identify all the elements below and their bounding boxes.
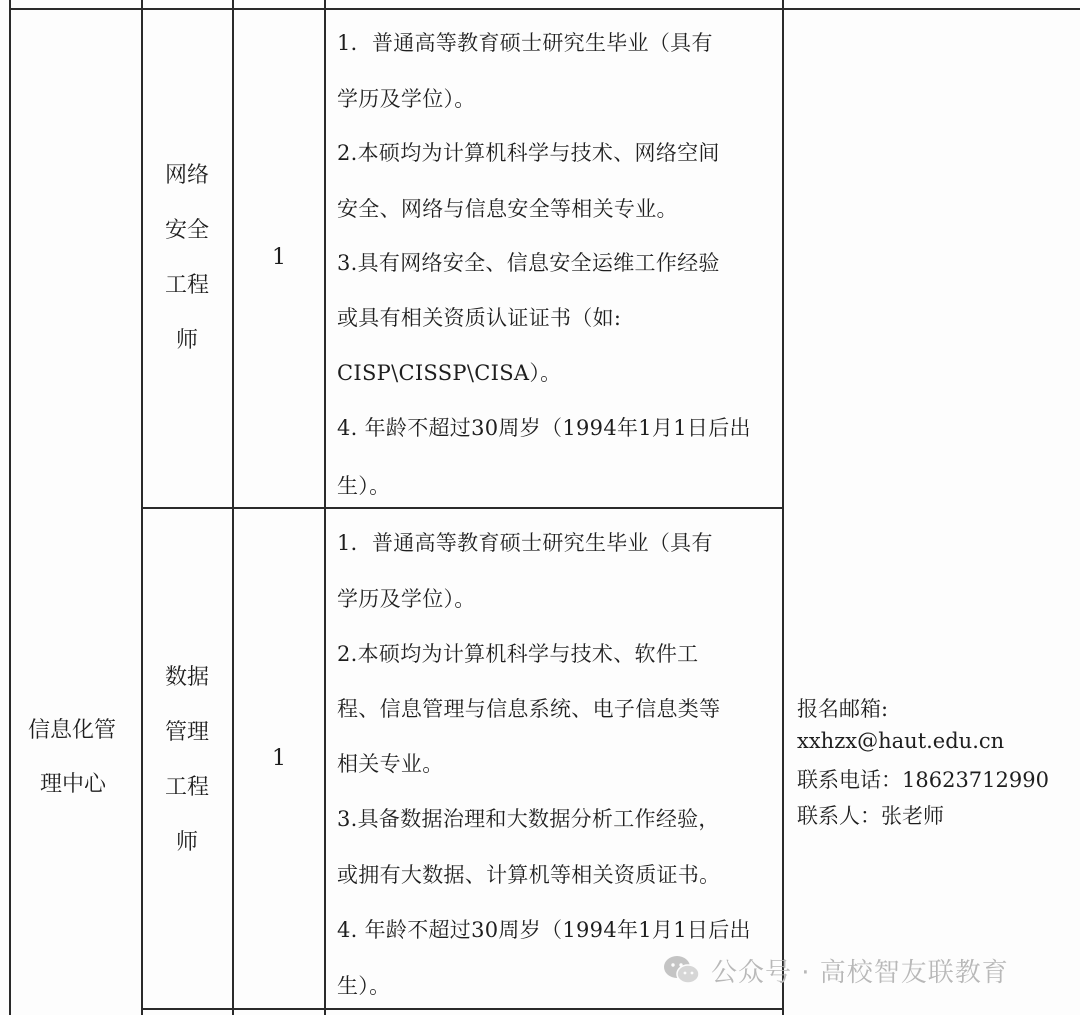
requirement-line: 或具有相关资质认证证书（如: <box>337 306 622 330</box>
wechat-icon <box>663 954 701 986</box>
position-title: 工程 <box>164 775 209 800</box>
requirement-line: 1．普通高等教育硕士研究生毕业（具有 <box>337 31 713 55</box>
position-title: 安全 <box>164 218 209 243</box>
requirement-line: 3.具备数据治理和大数据分析工作经验， <box>337 807 720 831</box>
requirement-line: 2.本硕均为计算机科学与技术、软件工 <box>337 642 699 666</box>
requirement-line: 学历及学位）。 <box>337 587 476 611</box>
requirement-line: 相关专业。 <box>337 752 444 776</box>
position-title: 工程 <box>164 273 209 298</box>
column-divider <box>232 0 234 1015</box>
position-title: 师 <box>175 328 198 353</box>
requirement-line: 生）。 <box>337 974 391 998</box>
requirement-line: 1．普通高等教育硕士研究生毕业（具有 <box>337 531 713 555</box>
column-divider <box>324 0 326 1015</box>
watermark-text: 公众号 · 高校智友联教育 <box>711 957 1009 988</box>
requirement-line: 生）。 <box>337 474 391 498</box>
table-left-border <box>9 0 11 1015</box>
requirement-line: 安全、网络与信息安全等相关专业。 <box>337 197 678 221</box>
position-title: 师 <box>175 830 198 855</box>
position-title: 网络 <box>164 163 209 188</box>
contact-person: 联系人：张老师 <box>797 804 944 828</box>
requirement-line: 程、信息管理与信息系统、电子信息类等 <box>337 697 721 721</box>
requirement-line: 4. 年龄不超过30周岁（1994年1月1日后出 <box>337 416 751 440</box>
watermark <box>663 950 1009 990</box>
email-label: 报名邮箱: <box>797 697 889 721</box>
requirement-line: 4. 年龄不超过30周岁（1994年1月1日后出 <box>337 918 751 942</box>
email-address: xxhzx@haut.edu.cn <box>797 729 1005 753</box>
row-divider <box>141 507 783 509</box>
requirement-line: 或拥有大数据、计算机等相关资质证书。 <box>337 863 721 887</box>
position-title: 数据 <box>164 665 209 690</box>
position-count: 1 <box>272 746 286 771</box>
column-divider <box>782 0 784 1015</box>
requirement-line: 学历及学位）。 <box>337 87 476 111</box>
requirement-line: 3.具有网络安全、信息安全运维工作经验 <box>337 251 720 275</box>
position-count: 1 <box>272 245 286 270</box>
department-label-line2: 理中心 <box>40 772 107 797</box>
department-label-line1: 信息化管 <box>28 718 117 743</box>
column-divider <box>141 0 143 1015</box>
table-top-border <box>9 8 1080 10</box>
phone-number: 联系电话：18623712990 <box>797 768 1049 792</box>
requirement-line: 2.本硕均为计算机科学与技术、网络空间 <box>337 141 720 165</box>
requirement-line: CISP\CISSP\CISA）。 <box>337 361 562 385</box>
row-divider <box>141 1008 783 1010</box>
position-title: 管理 <box>164 720 209 745</box>
